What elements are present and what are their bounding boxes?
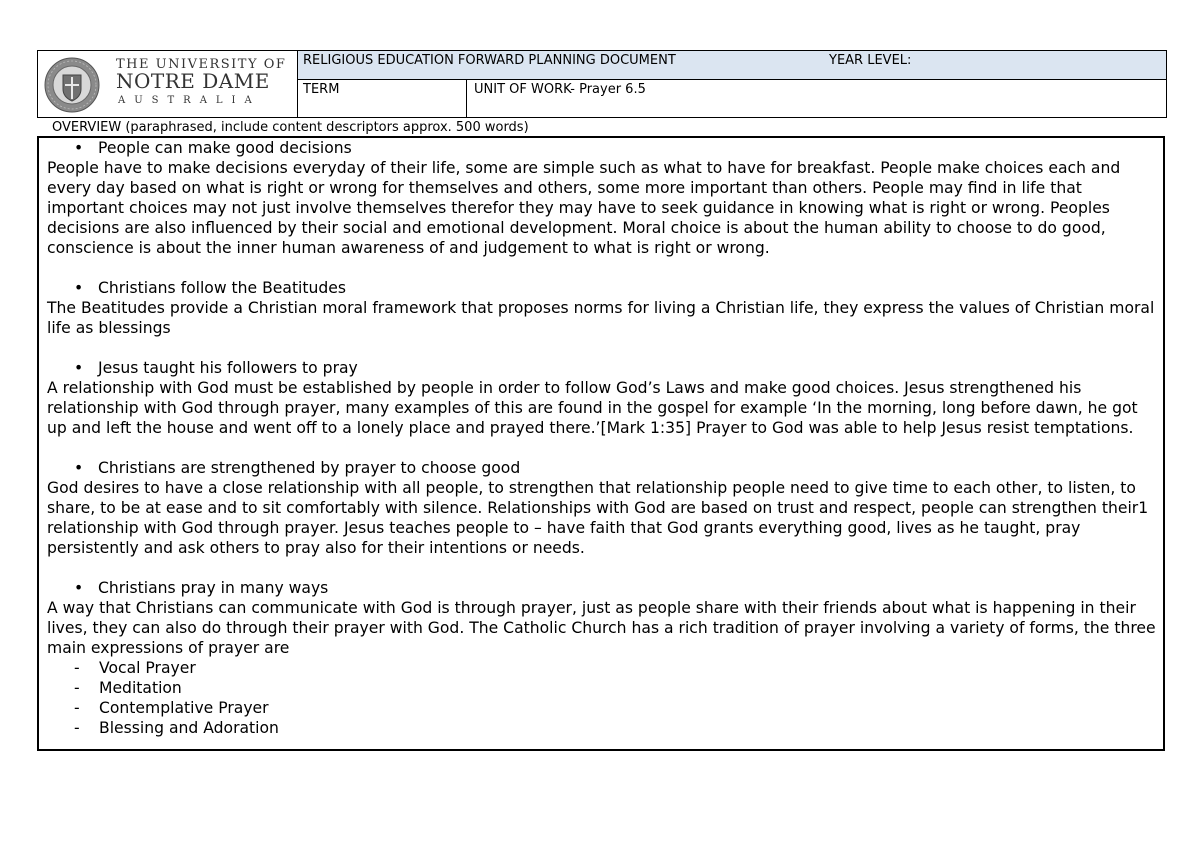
crest-icon (44, 57, 100, 113)
logo-line-1: THE UNIVERSITY OF (116, 57, 287, 72)
section-body: God desires to have a close relationship with all people, to strengthen that relationship people need to give time to each other, to listen, to share, to be at ease and to sit comfortably with silence. Relationships with God are based on trust and respect, people can strengthen their1 relationship with God through prayer. Jesus teaches people to – have faith that God grants everything good, lives as he taught, pray persistently and ask others to pray also for their intentions or needs. (47, 479, 1149, 557)
prayer-form-item: - Blessing and Adoration (47, 718, 1162, 738)
logo-line-2: NOTRE DAME (116, 69, 270, 93)
overview-label: OVERVIEW (paraphrased, include content descriptors approx. 500 words) (52, 120, 529, 135)
logo-line-3: AUSTRALIA (118, 95, 261, 106)
section-heading: • Christians pray in many ways (47, 578, 1162, 598)
table-border (37, 117, 1167, 118)
section-heading: • Jesus taught his followers to pray (47, 358, 1162, 378)
section-body: A relationship with God must be established by people in order to follow God’s Laws and make good choices. Jesus strengthened his relationship with God through prayer, many examples of this are found in the gospel for example ‘In the morning, long before dawn, he got up and left the house and went off to a lonely place and prayed there.’[Mark 1:35] Prayer to God was able to help Jesus resist temptations. (47, 379, 1138, 437)
section-body: A way that Christians can communicate with God is through prayer, just as people share with their friends about what is happening in their lives, they can also do through their prayer with God. The Catholic Church has a rich tradition of prayer involving a variety of forms, the three main expressions of prayer are (47, 599, 1156, 657)
section-body: People have to make decisions everyday of their life, some are simple such as what to have for breakfast. People make choices each and every day based on what is right or wrong for themselves and others, some more important than others. People may find in life that important choices may not just involve themselves therefor they may have to seek guidance in knowing what is right or wrong. Peoples decisions are also influenced by their social and emotional development. Moral choice is about the human ability to choose to do good, conscience is about the inner human awareness of and judgement to what is right or wrong. (47, 159, 1121, 257)
table-border (1166, 50, 1167, 118)
document-title: RELIGIOUS EDUCATION FORWARD PLANNING DOCUMENT (303, 53, 676, 68)
section-heading: • Christians are strengthened by prayer to choose good (47, 458, 1162, 478)
table-border (297, 79, 1167, 80)
term-label: TERM (303, 82, 340, 97)
section-body: The Beatitudes provide a Christian moral framework that proposes norms for living a Christian life, they express the values of Christian moral life as blessings (47, 299, 1155, 337)
unit-of-work-label: UNIT OF WORK- Prayer 6.5 (474, 82, 646, 97)
prayer-form-item: - Vocal Prayer (47, 658, 1162, 678)
overview-content (47, 138, 1162, 738)
table-border (297, 50, 298, 118)
table-border (466, 79, 467, 118)
year-level-label: YEAR LEVEL: (829, 53, 912, 68)
section-heading: • People can make good decisions (47, 138, 1162, 158)
table-border (37, 50, 1167, 51)
section-heading: • Christians follow the Beatitudes (47, 278, 1162, 298)
prayer-form-item: - Meditation (47, 678, 1162, 698)
table-border (37, 50, 38, 118)
university-logo (44, 55, 296, 115)
prayer-form-item: - Contemplative Prayer (47, 698, 1162, 718)
